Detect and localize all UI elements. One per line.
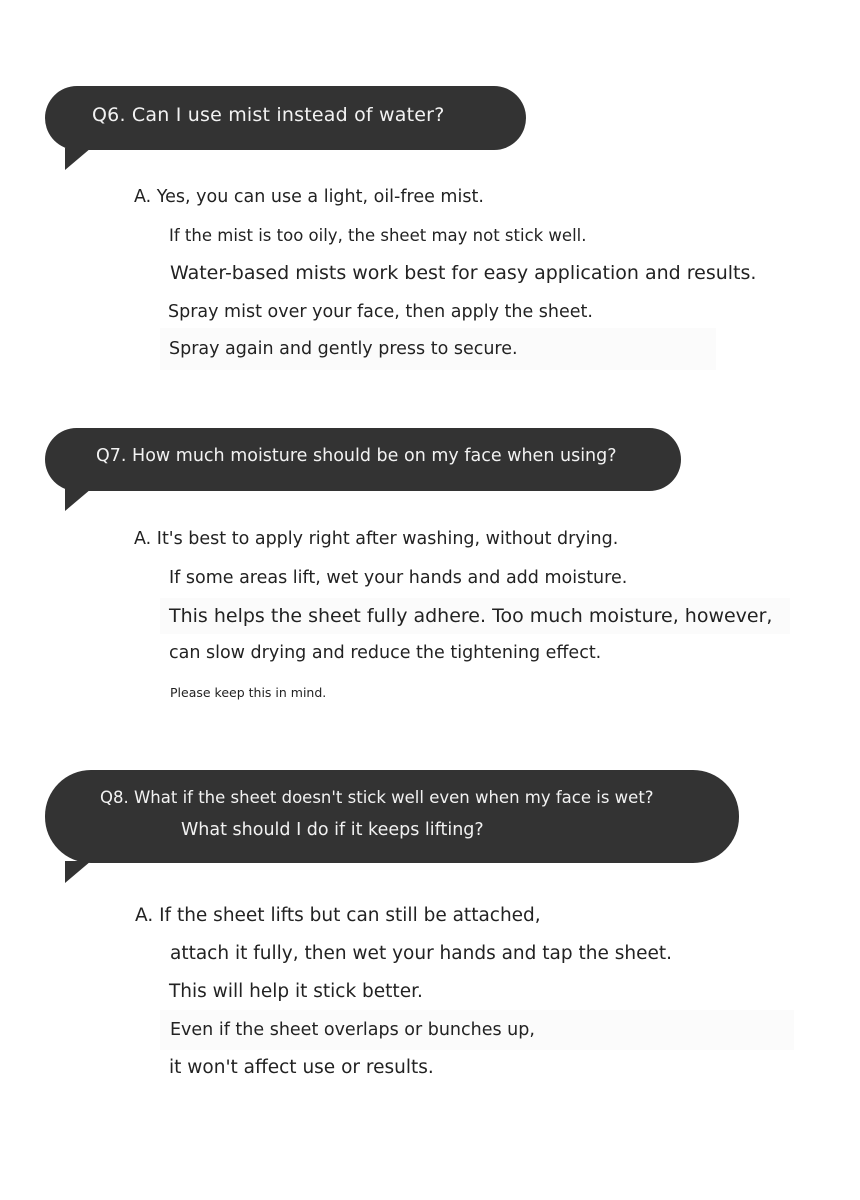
answer-detail: can slow drying and reduce the tightening effect.: [169, 643, 602, 663]
answer-lead: A. It's best to apply right after washing, without drying.: [134, 529, 619, 549]
answer-detail: This will help it stick better.: [169, 981, 423, 1002]
answer-detail: This helps the sheet fully adhere. Too much moisture, however,: [169, 605, 773, 627]
question-text: Q6. Can I use mist instead of water?: [92, 104, 445, 126]
answer-detail: If some areas lift, wet your hands and add moisture.: [169, 568, 628, 588]
question-text: What should I do if it keeps lifting?: [181, 820, 484, 840]
answer-note: Please keep this in mind.: [170, 685, 327, 700]
question-text: Q8. What if the sheet doesn't stick well even when my face is wet?: [100, 788, 654, 807]
answer-detail: If the mist is too oily, the sheet may not stick well.: [169, 226, 587, 245]
answer-detail: it won't affect use or results.: [169, 1057, 434, 1078]
answer-detail: Even if the sheet overlaps or bunches up,: [170, 1020, 535, 1040]
answer-detail: Spray again and gently press to secure.: [169, 339, 518, 359]
answer-detail: Spray mist over your face, then apply the sheet.: [168, 302, 593, 322]
question-bubble: [45, 770, 739, 863]
bubble-tail: [65, 861, 91, 883]
answer-detail: attach it fully, then wet your hands and tap the sheet.: [170, 943, 673, 964]
question-text: Q7. How much moisture should be on my face when using?: [96, 446, 617, 466]
bubble-tail: [65, 489, 91, 511]
answer-lead: A. If the sheet lifts but can still be attached,: [135, 905, 541, 926]
question-bubble: [45, 86, 526, 150]
answer-detail: Water-based mists work best for easy application and results.: [170, 262, 757, 284]
bubble-tail: [65, 148, 91, 170]
answer-lead: A. Yes, you can use a light, oil-free mist.: [134, 187, 484, 207]
question-bubble: [45, 428, 681, 491]
